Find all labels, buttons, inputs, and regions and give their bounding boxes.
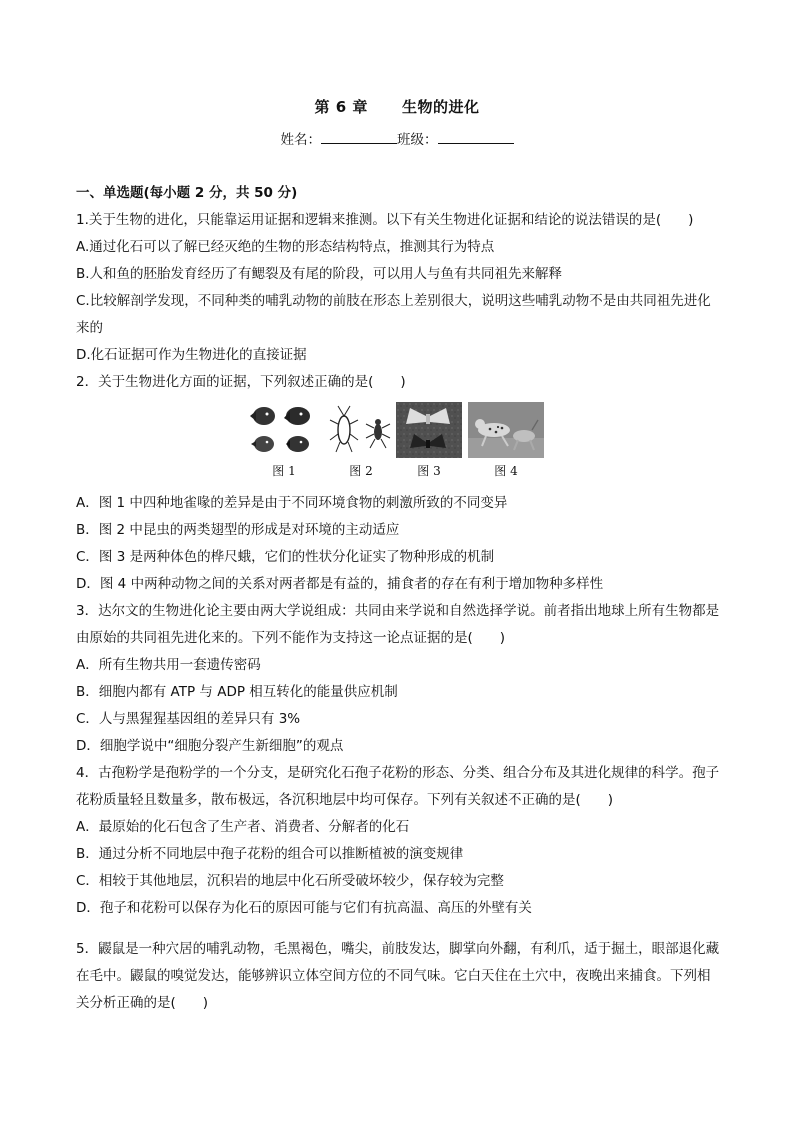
question-content (76, 180, 722, 1017)
name-label: 姓名： (280, 132, 321, 148)
question-3-stem: 3．达尔文的生物进化论主要由两大学说组成：共同由来学说和自然选择学说。前者指出地球上所有生物都是由原始的共同祖先进化来的。下列不能作为支持这一论点证据的是( ) (76, 603, 720, 646)
peppered-moth-icon (396, 402, 462, 458)
finch-beaks-icon (246, 402, 322, 458)
chapter-title: 生物的进化 (401, 98, 480, 116)
question-5-stem: 5．鼹鼠是一种穴居的哺乳动物，毛黑褐色，嘴尖，前肢发达，脚掌向外翻，有利爪，适于掘土，眼部退化藏在毛中。鼹鼠的嗅觉发达，能够辨识立体空间方位的不同气味。它白天住在土穴中，夜晚出来捕食。下列相关分析正确的是( ) (76, 941, 720, 1011)
page-title (0, 96, 794, 117)
class-label: 班级： (397, 132, 438, 148)
name-blank[interactable] (321, 131, 397, 144)
question-2-option-d: D．图 4 中两种动物之间的关系对两者都是有益的，捕食者的存在有利于增加物种多样性 (76, 576, 604, 592)
question-2-option-b: B．图 2 中昆虫的两类翅型的形成是对环境的主动适应 (76, 522, 400, 538)
question-2-figures (76, 402, 722, 484)
figure-2-label: 图 2 (349, 464, 373, 478)
question-1-option-b: B.人和鱼的胚胎发育经历了有鳃裂及有尾的阶段，可以用人与鱼有共同祖先来解释 (76, 266, 563, 282)
student-info-row (0, 128, 794, 148)
question-1-option-c: C.比较解剖学发现，不同种类的哺乳动物的前肢在形态上差别很大，说明这些哺乳动物不是由共同祖先进化来的 (76, 293, 711, 336)
question-2-option-c: C．图 3 是两种体色的桦尺蛾，它们的性状分化证实了物种形成的机制 (76, 549, 495, 565)
question-4-option-b: B．通过分析不同地层中孢子花粉的组合可以推断植被的演变规律 (76, 846, 464, 862)
question-3-option-b: B．细胞内都有 ATP 与 ADP 相互转化的能量供应机制 (76, 684, 398, 700)
figure-4-label: 图 4 (494, 464, 518, 478)
predator-prey-icon (468, 402, 544, 458)
question-1-stem: 1.关于生物的进化，只能靠运用证据和逻辑来推测。以下有关生物进化证据和结论的说法错误的是( ) (76, 212, 694, 228)
question-3-option-c: C．人与黑猩猩基因组的差异只有 3% (76, 711, 301, 727)
section-title: 一、单选题(每小题 2 分，共 50 分) (76, 185, 298, 201)
figure-2 (326, 402, 396, 479)
class-blank[interactable] (438, 131, 514, 144)
question-4-stem: 4．古孢粉学是孢粉学的一个分支，是研究化石孢子花粉的形态、分类、组合分布及其进化规律的科学。孢子花粉质量轻且数量多，散布极远，各沉积地层中均可保存。下列有关叙述不正确的是( ) (76, 765, 720, 808)
figure-1 (246, 402, 322, 479)
figure-1-label: 图 1 (272, 464, 296, 478)
question-4-option-a: A．最原始的化石包含了生产者、消费者、分解者的化石 (76, 819, 410, 835)
figure-4 (468, 402, 544, 479)
chapter-number: 第 6 章 (314, 98, 368, 116)
question-2-option-a: A．图 1 中四种地雀喙的差异是由于不同环境食物的刺激所致的不同变异 (76, 495, 508, 511)
question-2-stem: 2．关于生物进化方面的证据，下列叙述正确的是( ) (76, 374, 406, 390)
question-3-option-a: A．所有生物共用一套遗传密码 (76, 657, 261, 673)
figure-3 (396, 402, 462, 479)
question-4-option-d: D．孢子和花粉可以保存为化石的原因可能与它们有抗高温、高压的外壁有关 (76, 900, 532, 916)
insects-icon (326, 402, 396, 458)
question-1-option-d: D.化石证据可作为生物进化的直接证据 (76, 347, 307, 363)
question-4-option-c: C．相较于其他地层，沉积岩的地层中化石所受破坏较少，保存较为完整 (76, 873, 504, 889)
figure-3-label: 图 3 (417, 464, 441, 478)
question-1-option-a: A.通过化石可以了解已经灭绝的生物的形态结构特点，推测其行为特点 (76, 239, 495, 255)
question-3-option-d: D．细胞学说中“细胞分裂产生新细胞”的观点 (76, 738, 344, 754)
